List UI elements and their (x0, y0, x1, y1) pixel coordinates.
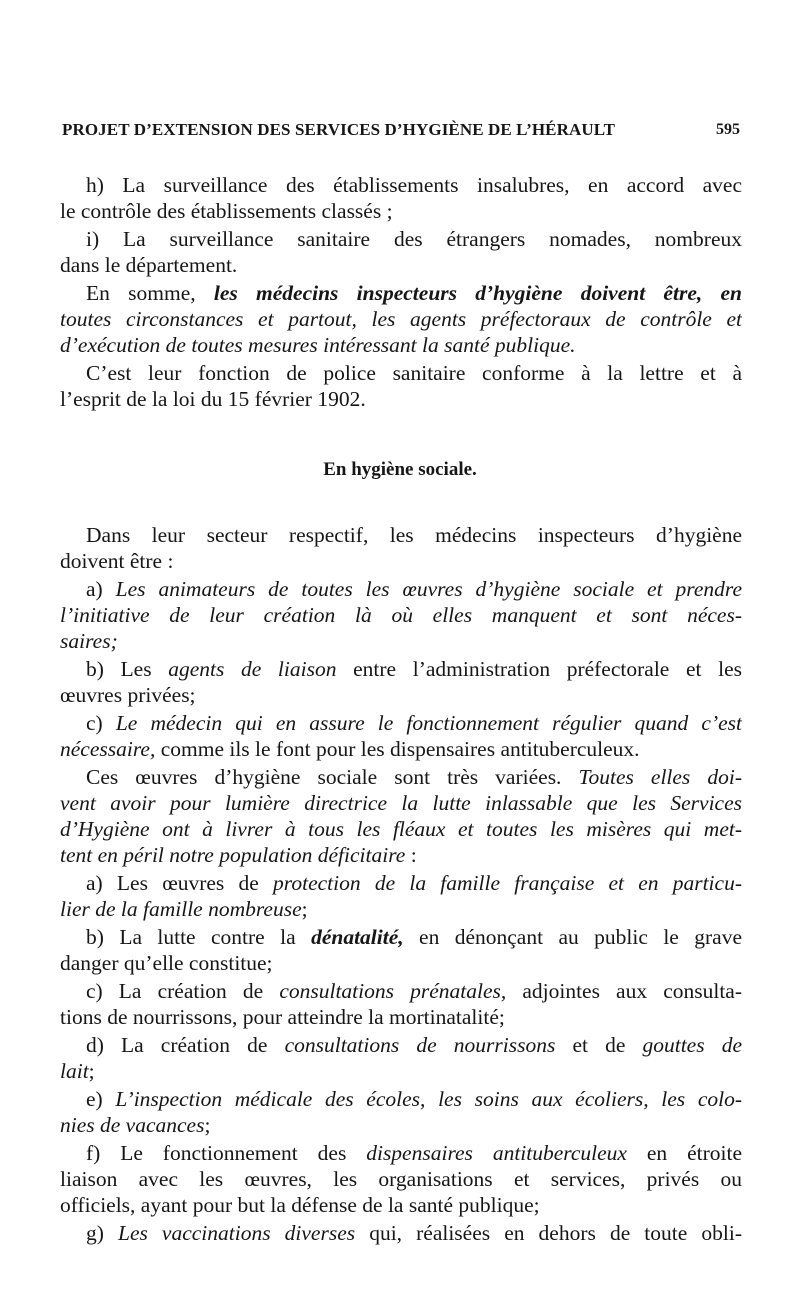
page-number: 595 (716, 121, 740, 138)
emphasis-span: lier de la famille nombreuse (60, 897, 302, 921)
item-label: b) Les (86, 657, 169, 681)
text-span: ; (88, 1059, 95, 1083)
text-span: entre l’administration préfectorale et les (336, 657, 742, 681)
text-line (60, 332, 742, 358)
text-line (86, 226, 742, 252)
text-line (86, 978, 742, 1004)
text-line (86, 1140, 742, 1166)
text-line (86, 710, 742, 736)
text-line (60, 736, 742, 762)
item-label: d) La création de (86, 1033, 285, 1057)
text-span: liaison avec les œuvres, les organisations et services, privés ou (60, 1167, 742, 1191)
text-span: en dénonçant au public le grave (403, 925, 742, 949)
emphasis-span: consultations de nourrissons (284, 1033, 556, 1057)
text-span: tions de nourrissons, pour atteindre la mortinatalité; (60, 1005, 505, 1029)
text-span: Dans leur secteur respectif, les médecins inspecteurs d’hygiène (86, 523, 742, 547)
text-line (60, 198, 742, 224)
text-line (60, 628, 742, 654)
item-label: g) (86, 1221, 118, 1245)
text-line (60, 1058, 742, 1084)
text-line (60, 1112, 742, 1138)
text-line (86, 1220, 742, 1246)
text-line (60, 252, 742, 278)
text-span: h) La surveillance des établissements insalubres, en accord avec (86, 173, 742, 197)
item-label: c) La création de (86, 979, 280, 1003)
text-line (60, 896, 742, 922)
text-line (60, 950, 742, 976)
text-line (86, 576, 742, 602)
text-line (60, 682, 742, 708)
text-span: ; (204, 1113, 211, 1137)
text-span: doivent être : (60, 549, 174, 573)
emphasis-span: Toutes elles doi- (578, 765, 742, 789)
emphasis-span: Les vaccinations diverses (117, 1221, 356, 1245)
emphasis-span: L’inspection médicale des écoles, les soins aux écoliers, les colo- (115, 1087, 742, 1111)
text-span: en étroite (626, 1141, 742, 1165)
text-span: i) La surveillance sanitaire des étrangers nomades, nombreux (86, 227, 742, 251)
page-header (62, 120, 740, 150)
emphasis-span: gouttes de (642, 1033, 742, 1057)
text-line (60, 790, 742, 816)
emphasis-span: les médecins inspecteurs d’hygiène doivent être, en (213, 281, 742, 305)
text-span: officiels, ayant pour but la défense de la santé publique; (60, 1193, 540, 1217)
text-line (86, 870, 742, 896)
emphasis-span: nécessaire, (60, 737, 156, 761)
text-span: danger qu’elle constitue; (60, 951, 273, 975)
text-line (86, 1032, 742, 1058)
text-line (86, 1086, 742, 1112)
emphasis-span: l’initiative de leur création là où elles manquent et sont néces- (60, 603, 742, 627)
text-line (86, 280, 742, 306)
item-label: a) Les œuvres de (86, 871, 274, 895)
text-line (60, 548, 742, 574)
text-line (60, 1166, 742, 1192)
section-title: En hygiène sociale. (323, 459, 477, 480)
emphasis-span: toutes circonstances et partout, les agents préfectoraux de contrôle et (60, 307, 742, 331)
emphasis-span: vent avoir pour lumière directrice la lutte inlassable que les Services (60, 791, 742, 815)
text-span: et de (555, 1033, 643, 1057)
emphasis-span: protection de la famille française et en particu- (273, 871, 742, 895)
text-line (86, 656, 742, 682)
text-span: l’esprit de la loi du 15 février 1902. (60, 387, 366, 411)
item-label: b) La lutte contre la (86, 925, 312, 949)
item-label: a) (86, 577, 116, 601)
text-span: comme ils le font pour les dispensaires antituberculeux. (155, 737, 640, 761)
running-title: PROJET D’EXTENSION DES SERVICES D’HYGIÈNE DE L’HÉRAULT (62, 120, 616, 139)
text-line (86, 764, 742, 790)
text-line (86, 360, 742, 386)
item-label: f) Le fonctionnement des (86, 1141, 367, 1165)
text-line (86, 522, 742, 548)
item-label: c) (86, 711, 116, 735)
text-span: dans le département. (60, 253, 238, 277)
text-line (86, 172, 742, 198)
text-span: Ces œuvres d’hygiène sociale sont très variées. (86, 765, 579, 789)
text-line (60, 306, 742, 332)
text-line (60, 602, 742, 628)
emphasis-span: Les animateurs de toutes les œuvres d’hygiène sociale et prendre (115, 577, 742, 601)
text-line (60, 1004, 742, 1030)
emphasis-span: dispensaires antituberculeux (366, 1141, 627, 1165)
text-span: : (405, 843, 417, 867)
emphasis-span: saires; (60, 629, 118, 653)
emphasis-span: nies de vacances (60, 1113, 205, 1137)
text-span: œuvres privées; (60, 683, 196, 707)
text-line (60, 1192, 742, 1218)
text-span: adjointes aux consulta- (506, 979, 742, 1003)
emphasis-span: lait (60, 1059, 89, 1083)
text-span: C’est leur fonction de police sanitaire conforme à la lettre et à (86, 361, 742, 385)
emphasis-span: d’Hygiène ont à livrer à tous les fléaux et toutes les misères qui met- (60, 817, 742, 841)
emphasis-span: agents de liaison (168, 657, 337, 681)
item-label: e) (86, 1087, 116, 1111)
emphasis-span: consultations prénatales, (279, 979, 507, 1003)
emphasis-span: d’exécution de toutes mesures intéressant la santé publique. (60, 333, 576, 357)
text-line (86, 924, 742, 950)
text-span: qui, réalisées en dehors de toute obli- (355, 1221, 742, 1245)
text-line (60, 816, 742, 842)
text-span: le contrôle des établissements classés ; (60, 199, 393, 223)
text-line (60, 386, 742, 412)
text-span: En somme, (86, 281, 214, 305)
text-span: ; (301, 897, 308, 921)
emphasis-span: tent en péril notre population déficitaire (60, 843, 406, 867)
text-line (60, 842, 742, 868)
emphasis-span: dénatalité, (311, 925, 404, 949)
emphasis-span: Le médecin qui en assure le fonctionnement régulier quand c’est (115, 711, 742, 735)
